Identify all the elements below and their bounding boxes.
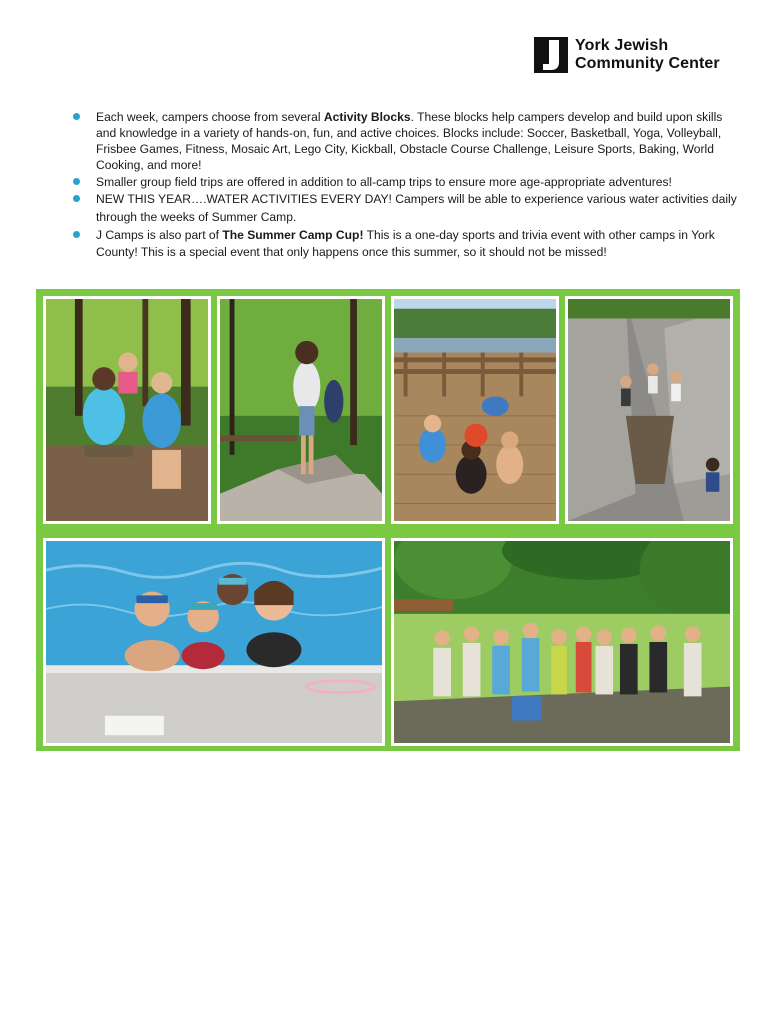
bullet-summer-camp-cup: J Camps is also part of The Summer Camp Cup! This is a one-day sports and trivia event with other camps in York County! This is a special event that only happens once this summer, so it should not be missed!: [72, 227, 744, 259]
photo-girls-in-pool: [43, 538, 385, 746]
logo-line-1: York Jewish: [575, 37, 669, 54]
photo-kids-in-woods: [43, 296, 211, 524]
logo-j-icon: [543, 40, 559, 70]
bullet-field-trips: Smaller group field trips are offered in addition to all-camp trips to ensure more age-appropriate adventures!: [72, 174, 744, 190]
photo-kids-on-dock: [391, 296, 559, 524]
logo-text: [575, 37, 720, 73]
bullet-activity-blocks: Each week, campers choose from several Activity Blocks. These blocks help campers develop and build upon skills and knowledge in a variety of hands-on, fun, and active choices. Blocks include: Soccer, Basketball, Yoga, Volleyball, Frisbee Games, Fitness, Mosaic Art, Lego City, Kickball, Obstacle Course Challenge, Leisure Sports, Baking, World Cooking, and more!: [72, 109, 744, 173]
photo-collage: [36, 289, 740, 751]
bullet-dot: [73, 231, 80, 238]
bullet-dot: [73, 178, 80, 185]
yjcc-logo: [534, 37, 734, 77]
photo-group-by-lake: [391, 538, 733, 746]
bullet-dot: [73, 195, 80, 202]
bullet-water-activities: NEW THIS YEAR….WATER ACTIVITIES EVERY DAY! Campers will be able to experience various water activities daily through the weeks of Summer Camp.: [72, 191, 744, 226]
logo-j-mark: [534, 37, 568, 73]
photo-girl-on-rock: [217, 296, 385, 524]
activity-bullets: [72, 109, 744, 261]
photo-rock-quarry: [565, 296, 733, 524]
bullet-dot: [73, 113, 80, 120]
logo-line-2: Community Center: [575, 55, 720, 72]
